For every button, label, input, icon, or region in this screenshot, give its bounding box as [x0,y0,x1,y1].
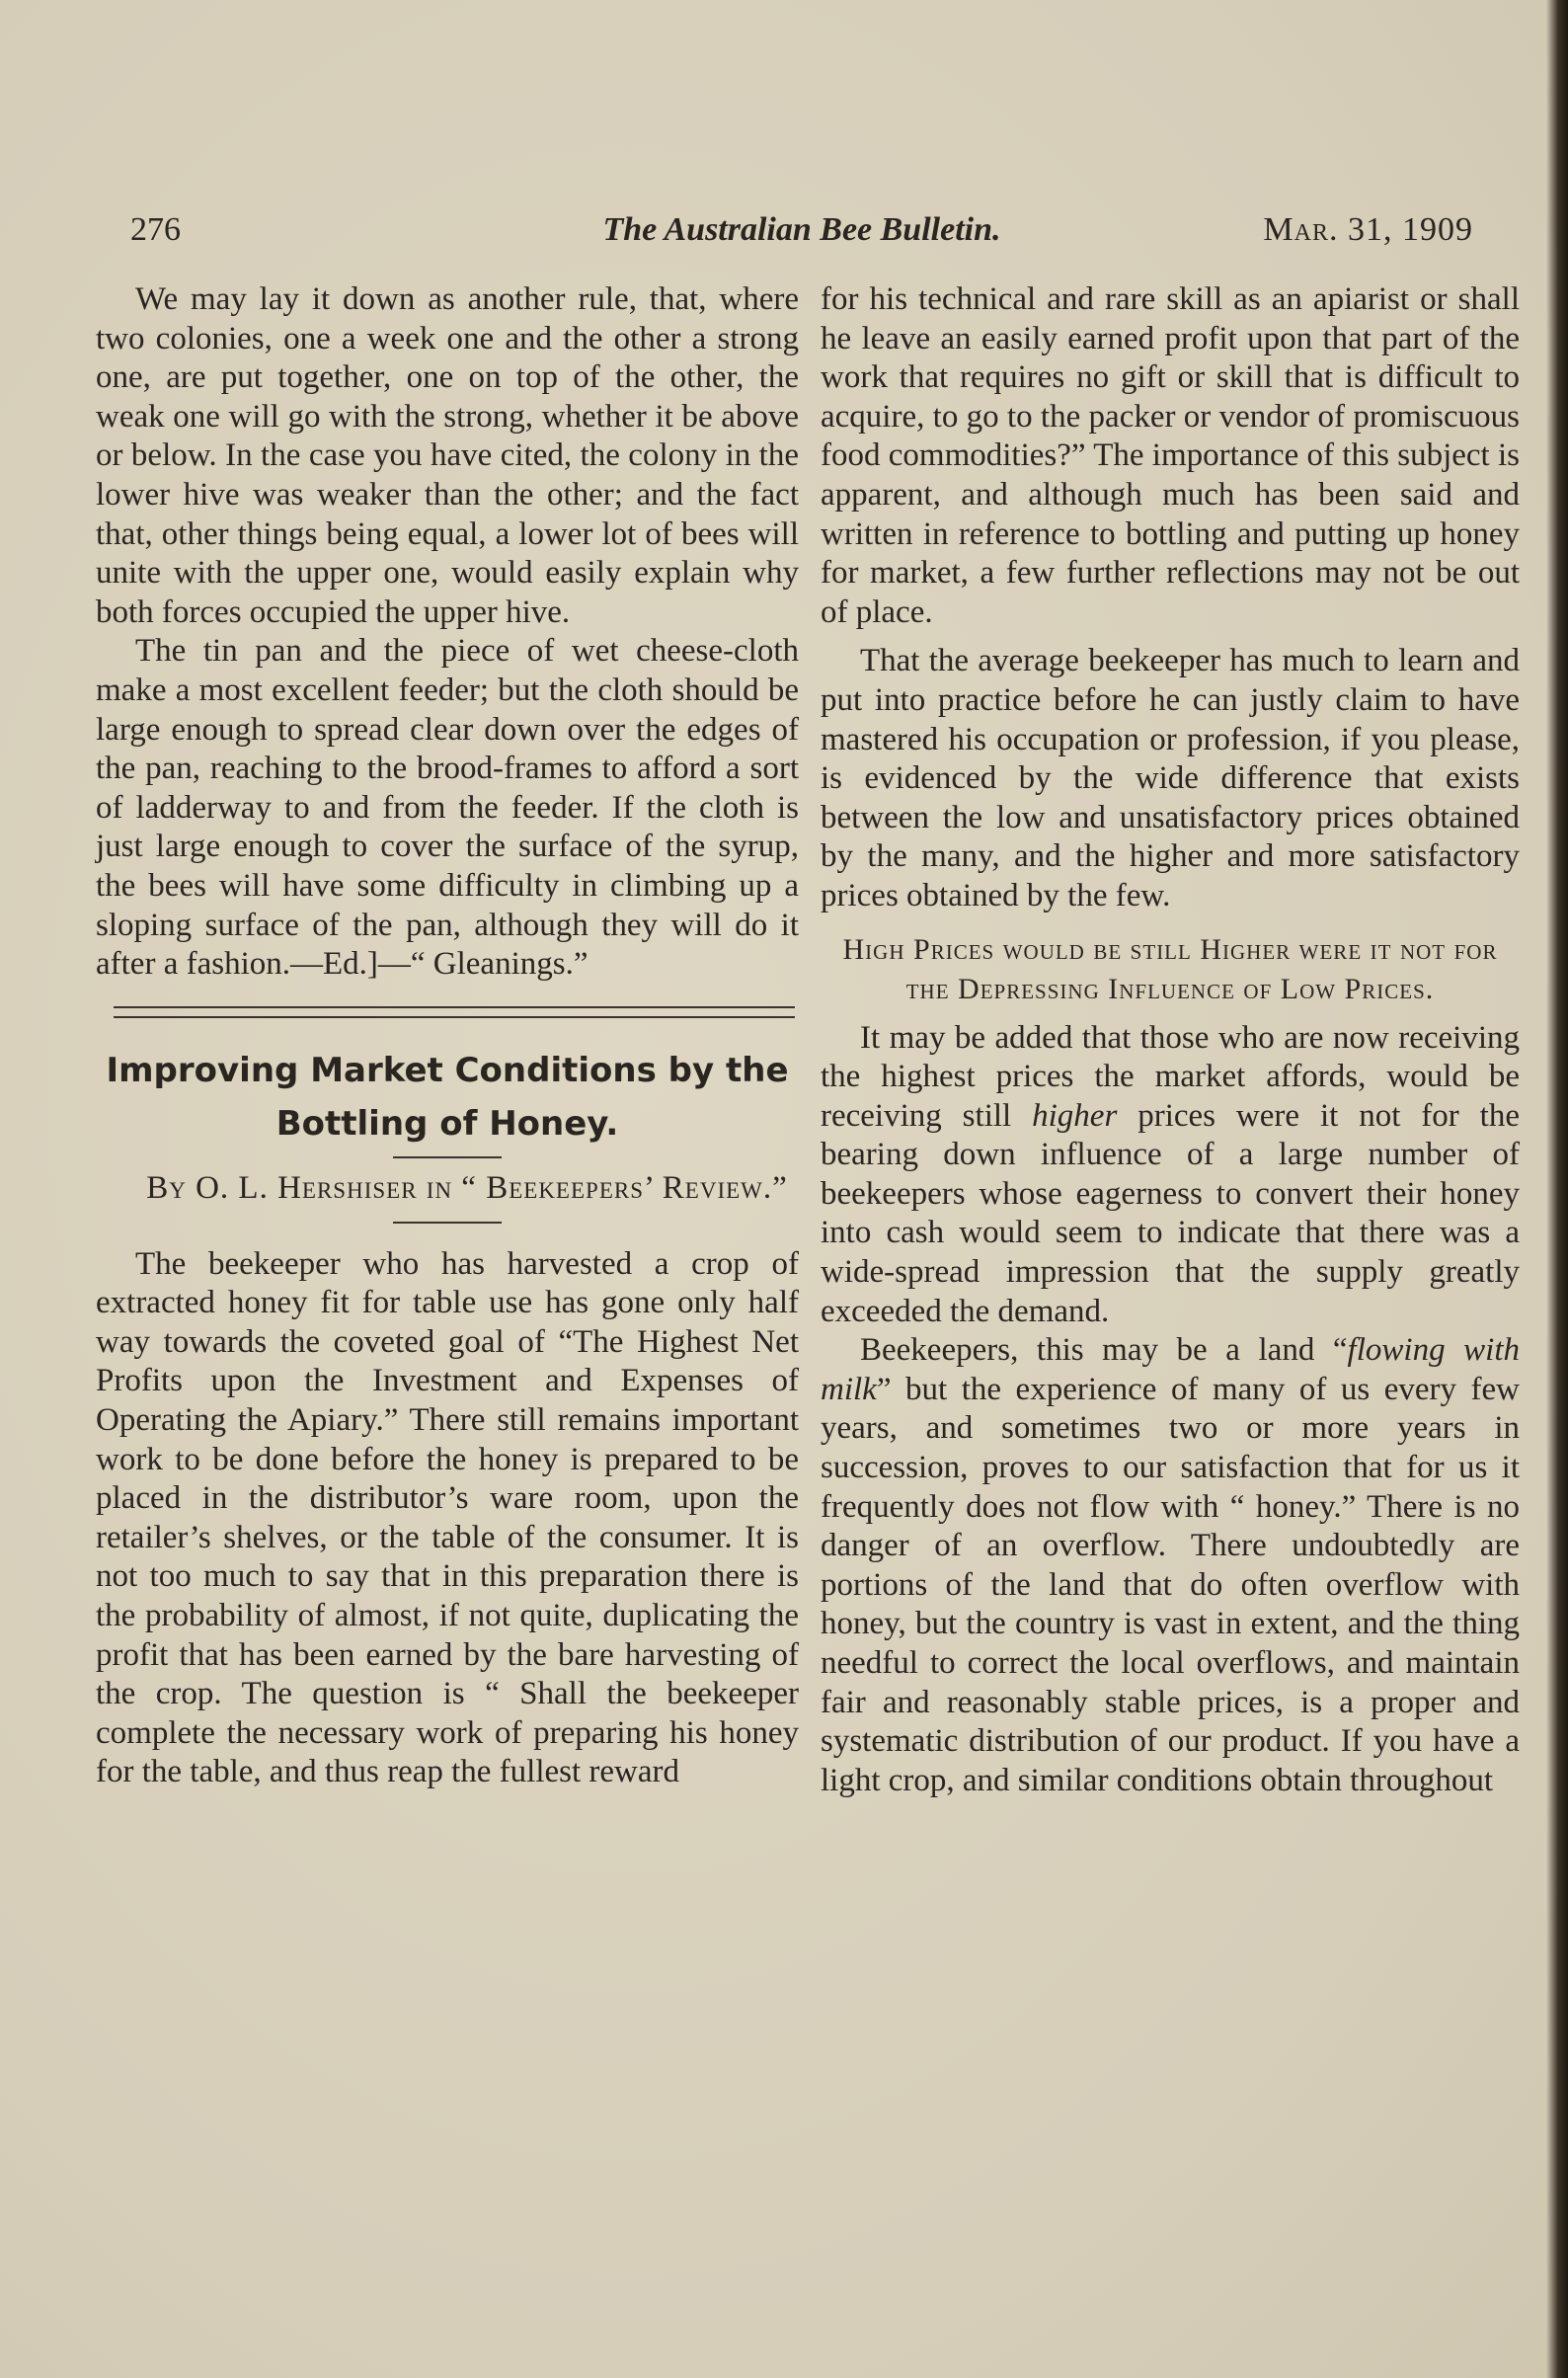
paragraph: We may lay it down as another rule, that, where two colonies, one a week one and the other a strong one, are put together, one on top of the other, the weak one will go with the strong, whether it be above or below. In the case you have cited, the colony in the lower hive was weaker than the other; and the fact that, other things being equal, a lower lot of bees will unite with the upper one, would easily explain why both forces occupied the upper hive. [96,281,799,630]
emphasis-text: higher [1032,1097,1118,1134]
article-title: Improving Market Conditions by the Bottling of Honey. [106,1050,789,1144]
text-run: Beekeepers, this may be a land “ [860,1332,1348,1369]
emphasis-text: flowing with milk [821,1332,1520,1407]
text-run: ” but the experience of many of us every few years, and sometimes two or more years in succession, proves to our satisfaction that for us it frequently does not flow with “ honey.” There is no danger of an overflow. There undoubtedly are portions of the land that do often overflow with honey, but the country is vast in extent, and the thing needful to correct the local overflows, and maintain fair and reasonably stable prices, is a proper and systematic distribution of our product. If you have a light crop, and similar conditions obtain throughout [821,1371,1520,1798]
page-edge-shadow [1546,0,1568,2378]
running-header [130,211,1473,261]
right-column [821,280,1520,1800]
byline: By O. L. Hershiser in “ Beekeepers’ Review.” [146,1169,788,1206]
paragraph: The tin pan and the piece of wet cheese-cloth make a most excellent feeder; but the cloth should be large enough to spread clear down over the edges of the pan, reaching to the brood-frames to afford a sort of ladderway to and from the feeder. If the cloth is just large enough to cover the surface of the syrup, the bees will have some difficulty in climbing up a sloping surface of the pan, although they will do it after a fashion.—Ed.]—“ Gleanings.” [96,633,799,983]
paragraph: The beekeeper who has harvested a crop of extracted honey fit for table use has gone only half way towards the coveted goal of “The Highest Net Profits upon the Investment and Expenses of Operating the Apiary.” There still remains important work to be done before the honey is prepared to be placed in the distributor’s ware room, upon the retailer’s shelves, or the table of the consumer. It is not too much to say that in this preparation there is the probability of almost, if not quite, duplicating the profit that has been earned by the bare harvesting of the crop. The question is “ Shall the beekeeper complete the necessary work of preparing his honey for the table, and thus reap the fullest reward [96,1245,799,1790]
text-run: It may be added that those who are now receiving the highest prices the market affords, would be receiving still [821,1019,1520,1134]
page-number: 276 [130,211,181,248]
paragraph [821,1019,1520,1332]
issue-date: Mar. 31, 1909 [1263,211,1473,248]
publication-title: The Australian Bee Bulletin. [602,211,1001,248]
byline-rule [393,1222,502,1224]
left-column [96,280,799,1792]
section-divider [114,1006,795,1018]
text-run: prices were it not for the bearing down influence of a large number of beekeepers whose eagerness to convert their honey into cash would seem to indicate that there was a wide-spread impression that the supply greatly exceeded the demand. [821,1097,1520,1329]
subheading: High Prices would be still Higher were it not for the Depressing Influence of Low Prices. [842,932,1498,1005]
title-rule [393,1156,502,1158]
paragraph [821,1331,1520,1800]
paragraph: for his technical and rare skill as an apiarist or shall he leave an easily earned profit upon that part of the work that requires no gift or skill that is difficult to acquire, to go to the packer or vendor of promiscuous food commodities?” The importance of this subject is apparent, and although much has been said and written in reference to bottling and putting up honey for market, a few further reflections may not be out of place. [821,281,1520,630]
paragraph: That the average beekeeper has much to learn and put into practice before he can justly claim to have mastered his occupation or profession, if you please, is evidenced by the wide difference that exists between the low and unsatisfactory prices obtained by the many, and the higher and more satisfactory prices obtained by the few. [821,643,1520,913]
